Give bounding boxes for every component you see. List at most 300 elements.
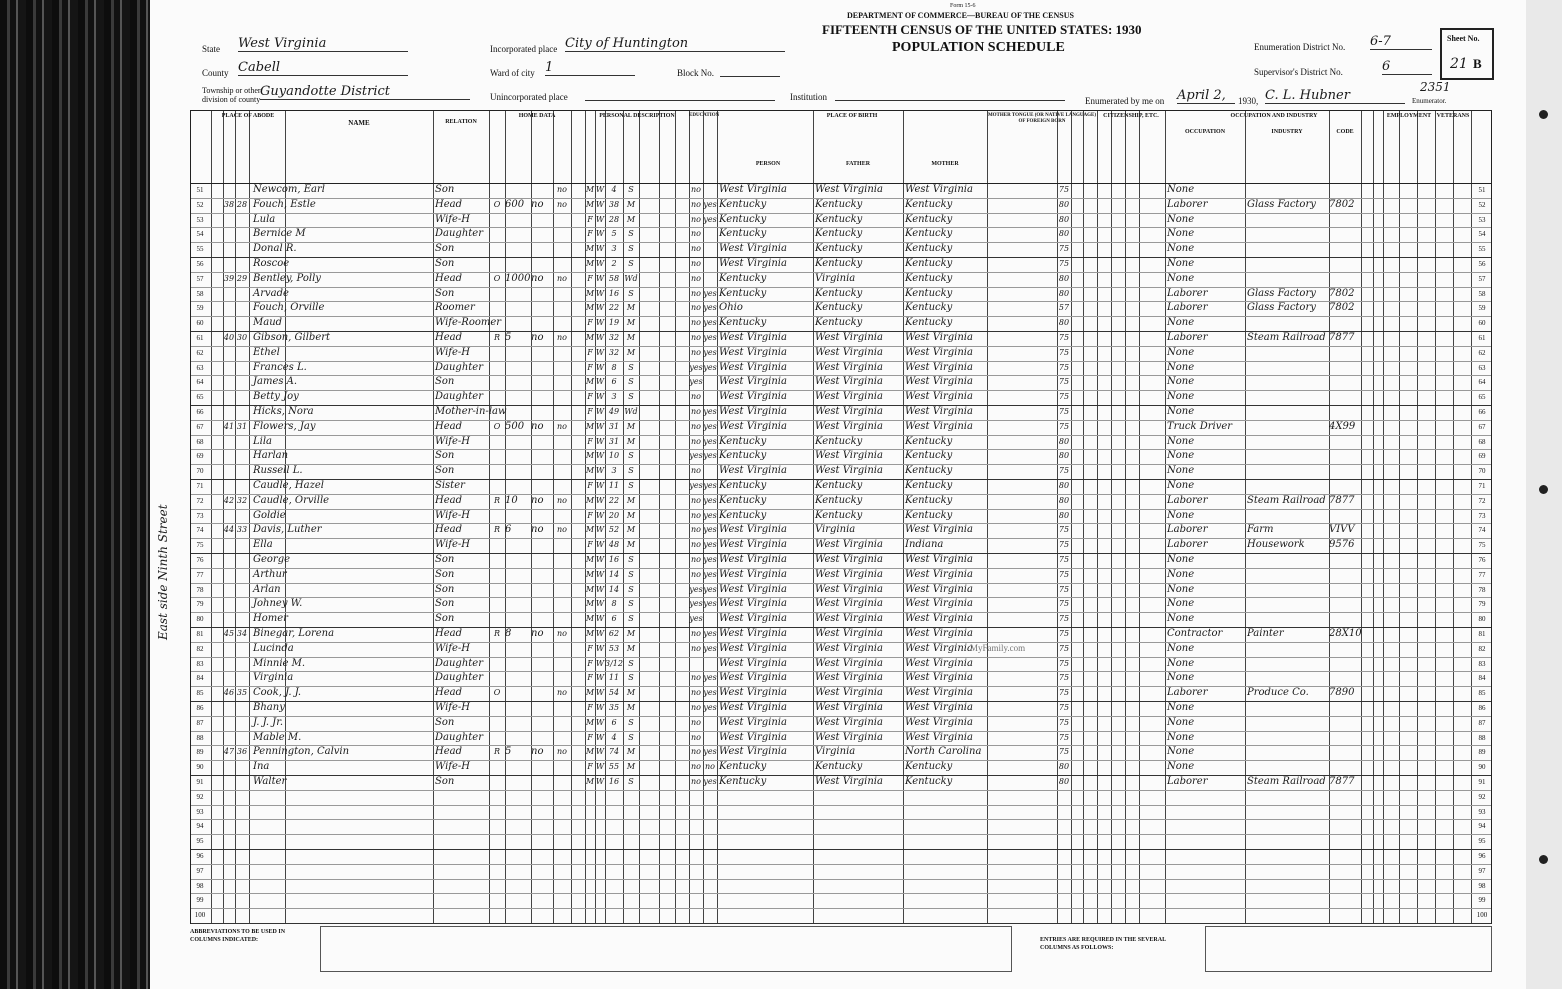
cell-rel: Son — [435, 554, 455, 565]
cell-occ: None — [1167, 243, 1195, 255]
line-number: 82 — [1478, 644, 1486, 653]
line-number: 54 — [1478, 230, 1486, 239]
cell-sch: no — [691, 259, 701, 268]
cell-sex: F — [587, 540, 593, 550]
cell-name: Arvade — [253, 287, 289, 299]
supervisor-label: Supervisor's District No. — [1254, 67, 1343, 77]
column-divider — [675, 111, 676, 923]
cell-ind: Painter — [1247, 628, 1284, 639]
cell-fam: 33 — [236, 525, 248, 535]
line-number: 97 — [1478, 866, 1486, 875]
cell-read: yes — [703, 510, 717, 520]
cell-fam: 29 — [236, 273, 248, 283]
cell-fbirth: West Virginia — [815, 642, 883, 654]
line-number: 79 — [196, 600, 204, 609]
line-number: 52 — [196, 200, 204, 209]
cell-code: 75 — [1058, 407, 1070, 416]
cell-code: 80 — [1058, 229, 1070, 239]
cell-sex: F — [587, 732, 593, 742]
cell-birth: West Virginia — [719, 642, 787, 654]
cell-age: 8 — [611, 599, 617, 609]
cell-sex: M — [585, 288, 595, 298]
line-number: 81 — [1478, 630, 1486, 638]
cell-name: Donal R. — [253, 243, 297, 255]
line-number: 77 — [196, 570, 204, 579]
line-number: 88 — [196, 733, 204, 742]
cell-code: 80 — [1058, 273, 1070, 283]
cell-fam: 31 — [236, 421, 248, 431]
cell-occ: None — [1167, 376, 1195, 388]
cell-rel: Daughter — [435, 672, 483, 684]
cell-mbirth: Kentucky — [905, 317, 953, 329]
cell-occ: Contractor — [1167, 628, 1223, 639]
cell-age: 16 — [608, 288, 620, 298]
cell-mar: M — [626, 199, 636, 209]
cell-age: 48 — [608, 540, 620, 550]
cell-mar: M — [626, 629, 636, 638]
cell-occ: None — [1167, 258, 1195, 269]
cell-sex: M — [585, 747, 595, 757]
cell-birth: Kentucky — [719, 776, 767, 787]
line-number: 73 — [1478, 511, 1486, 520]
institution-field — [835, 90, 1065, 101]
cell-name: Minnie M. — [253, 657, 306, 669]
township-label: Township or other division of county — [202, 86, 261, 104]
line-number: 98 — [1478, 881, 1486, 890]
cell-name: Fouch, Estle — [253, 198, 316, 210]
cell-fbirth: West Virginia — [815, 554, 883, 565]
cell-farm: no — [557, 747, 567, 757]
group-employment: EMPLOYMENT — [1386, 113, 1432, 119]
cell-read: yes — [703, 629, 717, 638]
line-number: 56 — [1478, 260, 1486, 268]
cell-race: W — [595, 214, 605, 224]
cell-name: Davis, Luther — [253, 524, 322, 536]
subhead-mother: MOTHER — [931, 161, 959, 167]
line-number: 82 — [196, 644, 204, 653]
cell-age: 32 — [608, 347, 620, 357]
line-number: 58 — [196, 289, 204, 298]
cell-occ: None — [1167, 746, 1195, 758]
cell-read: yes — [703, 673, 717, 683]
cell-sex: M — [585, 185, 595, 194]
column-divider — [1471, 111, 1472, 923]
cell-mar: S — [628, 362, 634, 372]
enumerated-date: April 2, — [1177, 88, 1235, 104]
cell-mbirth: West Virginia — [905, 391, 973, 403]
cell-fbirth: West Virginia — [815, 539, 883, 551]
cell-value: 5 — [505, 332, 512, 343]
cell-occ: Laborer — [1167, 687, 1208, 699]
cell-fbirth: Kentucky — [815, 480, 863, 491]
cell-fbirth: West Virginia — [815, 346, 883, 358]
cell-sex: M — [585, 244, 595, 254]
cell-mbirth: West Virginia — [905, 554, 973, 565]
cell-rel: Head — [435, 687, 463, 699]
cell-fbirth: Kentucky — [815, 258, 863, 269]
subhead-father: FATHER — [845, 161, 871, 167]
cell-age: 11 — [608, 481, 620, 490]
cell-birth: West Virginia — [719, 406, 787, 417]
cell-icode: 7890 — [1329, 687, 1355, 699]
cell-age: 8 — [611, 362, 617, 372]
cell-sch: no — [691, 229, 701, 239]
cell-icode: 7877 — [1329, 494, 1355, 506]
cell-race: W — [595, 717, 605, 727]
cell-code: 80 — [1058, 436, 1070, 446]
binder-hole — [1539, 855, 1548, 864]
sheet-label: Sheet No. — [1447, 34, 1480, 43]
line-number: 70 — [1478, 467, 1486, 476]
cell-code: 75 — [1058, 333, 1070, 342]
margin-note: East side Ninth Street — [156, 504, 170, 640]
cell-fbirth: West Virginia — [815, 376, 883, 388]
cell-fam: 28 — [236, 199, 248, 209]
cell-sch: no — [691, 273, 701, 283]
cell-mbirth: West Virginia — [905, 657, 973, 669]
group-place-of-abode: PLACE OF ABODE — [221, 113, 275, 119]
cell-code: 75 — [1058, 244, 1070, 254]
cell-age: 19 — [608, 318, 620, 328]
cell-mbirth: West Virginia — [905, 184, 973, 195]
cell-age: 22 — [608, 495, 620, 505]
department: DEPARTMENT OF COMMERCE—BUREAU OF THE CENSUS — [847, 11, 1074, 20]
cell-sex: M — [585, 525, 595, 535]
binder-edge — [1525, 0, 1562, 989]
cell-code: 80 — [1058, 777, 1070, 786]
line-number: 95 — [196, 837, 204, 846]
cell-sex: M — [585, 777, 595, 786]
cell-sch: no — [691, 347, 701, 357]
line-number: 80 — [1478, 615, 1486, 624]
cell-birth: West Virginia — [719, 539, 787, 551]
cell-birth: West Virginia — [719, 243, 787, 255]
cell-fbirth: Kentucky — [815, 761, 863, 773]
cell-dw: 41 — [223, 421, 235, 431]
cell-birth: West Virginia — [719, 554, 787, 565]
line-number: 66 — [1478, 408, 1486, 416]
cell-dw: 46 — [223, 688, 235, 698]
group-citizenship: CITIZENSHIP, ETC. — [1103, 113, 1159, 119]
cell-fbirth: Kentucky — [815, 317, 863, 329]
cell-mar: S — [628, 288, 634, 298]
cell-icode: VIVV — [1329, 524, 1355, 536]
cell-farm: no — [557, 495, 567, 505]
cell-birth: Kentucky — [719, 450, 767, 462]
cell-mar: M — [626, 525, 636, 535]
cell-rel: Wife-H — [435, 761, 471, 773]
cell-rel: Son — [435, 376, 455, 388]
cell-ind: Glass Factory — [1247, 198, 1316, 210]
cell-fbirth: West Virginia — [815, 184, 883, 195]
cell-sex: M — [585, 259, 595, 268]
cell-fam: 30 — [236, 333, 248, 342]
cell-code: 80 — [1058, 318, 1070, 328]
group-personal: PERSONAL DESCRIPTION — [599, 113, 675, 119]
line-number: 79 — [1478, 600, 1486, 609]
cell-mbirth: Kentucky — [905, 509, 953, 521]
cell-mar: M — [626, 436, 636, 446]
cell-icode: 7877 — [1329, 332, 1355, 343]
cell-mar: S — [628, 185, 634, 194]
cell-birth: Kentucky — [719, 509, 767, 521]
cell-read: yes — [703, 481, 717, 490]
cell-occ: None — [1167, 184, 1195, 195]
cell-read: yes — [703, 569, 717, 579]
cell-rel: Wife-H — [435, 346, 471, 358]
footer-abbreviations: ABBREVIATIONS TO BE USED IN COLUMNS INDICATED: — [190, 929, 286, 943]
cell-age: 6 — [611, 377, 617, 387]
cell-occ: None — [1167, 761, 1195, 773]
cell-sex: M — [585, 629, 595, 638]
cell-rel: Daughter — [435, 228, 483, 240]
line-number: 68 — [196, 437, 204, 446]
cell-read: yes — [703, 333, 717, 342]
cell-name: Frances L. — [253, 361, 307, 373]
cell-birth: West Virginia — [719, 628, 787, 639]
cell-rel: Roomer — [435, 302, 475, 314]
line-number: 57 — [1478, 274, 1486, 283]
cell-mbirth: Kentucky — [905, 258, 953, 269]
cell-code: 75 — [1058, 377, 1070, 387]
cell-read: yes — [703, 214, 717, 224]
cell-occ: Truck Driver — [1167, 420, 1233, 432]
line-number: 78 — [196, 585, 204, 594]
cell-occ: None — [1167, 391, 1195, 403]
cell-name: Fouch, Orville — [253, 302, 325, 314]
cell-mbirth: West Virginia — [905, 346, 973, 358]
cell-sex: F — [587, 658, 593, 668]
binder-hole — [1539, 485, 1548, 494]
line-number: 62 — [1478, 348, 1486, 357]
cell-code: 57 — [1058, 303, 1070, 313]
column-divider — [1097, 111, 1098, 923]
cell-mar: S — [628, 377, 634, 387]
line-number: 94 — [196, 822, 204, 831]
cell-sex: F — [587, 214, 593, 224]
line-number: 90 — [196, 763, 204, 772]
cell-mbirth: Kentucky — [905, 494, 953, 506]
cell-sch: yes — [689, 481, 703, 490]
cell-age: 32 — [608, 333, 620, 342]
cell-mar: M — [626, 495, 636, 505]
cell-occ: Laborer — [1167, 539, 1208, 551]
cell-birth: Ohio — [719, 302, 743, 314]
cell-sex: M — [585, 303, 595, 313]
cell-sch: no — [691, 510, 701, 520]
cell-birth: Kentucky — [719, 198, 767, 210]
cell-icode: 4X99 — [1329, 420, 1356, 432]
line-number: 89 — [1478, 748, 1486, 757]
cell-birth: West Virginia — [719, 716, 787, 728]
cell-mar: M — [626, 762, 636, 772]
cell-occ: Laborer — [1167, 494, 1208, 506]
cell-age: 58 — [608, 273, 620, 283]
cell-rel: Son — [435, 613, 455, 625]
cell-code: 75 — [1058, 703, 1070, 712]
cell-name: Arlan — [253, 583, 281, 595]
line-number: 69 — [1478, 452, 1486, 461]
cell-rel: Son — [435, 583, 455, 595]
row-divider — [191, 790, 1491, 791]
cell-race: W — [595, 495, 605, 505]
cell-sch: no — [691, 333, 701, 342]
cell-tenure: O — [493, 421, 501, 431]
row-divider — [191, 849, 1491, 850]
cell-age: 2 — [611, 259, 617, 268]
cell-sex: M — [585, 584, 595, 594]
cell-rel: Son — [435, 450, 455, 462]
cell-mar: M — [626, 214, 636, 224]
cell-sex: F — [587, 318, 593, 328]
cell-mbirth: Kentucky — [905, 213, 953, 225]
cell-name: Virginia — [253, 672, 294, 684]
line-number: 99 — [196, 896, 204, 905]
cell-birth: West Virginia — [719, 391, 787, 403]
cell-age: 22 — [608, 303, 620, 313]
line-number: 61 — [196, 334, 204, 342]
column-divider — [1071, 111, 1072, 923]
line-number: 86 — [196, 704, 204, 712]
cell-age: 11 — [608, 673, 620, 683]
cell-fbirth: Virginia — [815, 272, 856, 284]
cell-occ: None — [1167, 657, 1195, 669]
cell-mbirth: Kentucky — [905, 435, 953, 447]
cell-name: Johney W. — [253, 598, 303, 610]
cell-occ: None — [1167, 642, 1195, 654]
cell-race: W — [595, 762, 605, 772]
cell-sex: F — [587, 407, 593, 416]
township-value: Guyandotte District — [260, 84, 470, 100]
cell-value: 5 — [505, 746, 512, 758]
column-divider — [1399, 111, 1400, 923]
cell-value: 1000 — [505, 272, 531, 284]
line-number: 66 — [196, 408, 204, 416]
cell-mar: M — [626, 643, 636, 653]
cell-read: yes — [703, 688, 717, 698]
row-divider — [191, 834, 1491, 835]
cell-occ: None — [1167, 554, 1195, 565]
cell-sex: M — [585, 555, 595, 564]
cell-occ: None — [1167, 272, 1195, 284]
cell-birth: West Virginia — [719, 524, 787, 536]
unincorporated-label: Unincorporated place — [490, 92, 568, 102]
cell-name: Russell L. — [253, 465, 303, 477]
cell-tenure: O — [493, 199, 501, 209]
cell-fbirth: West Virginia — [815, 687, 883, 699]
row-divider — [191, 879, 1491, 880]
cell-icode: 7802 — [1329, 287, 1355, 299]
cell-sex: F — [587, 510, 593, 520]
cell-race: W — [595, 273, 605, 283]
cell-rel: Son — [435, 716, 455, 728]
cell-sex: F — [587, 481, 593, 490]
cell-read: yes — [703, 421, 717, 431]
cell-sch: yes — [689, 599, 703, 609]
cell-rel: Son — [435, 287, 455, 299]
cell-sex: F — [587, 436, 593, 446]
cell-age: 54 — [608, 688, 620, 698]
abbreviation-key — [320, 926, 1012, 972]
cell-radio: no — [531, 524, 544, 536]
cell-mbirth: Kentucky — [905, 761, 953, 773]
cell-sch: yes — [689, 377, 703, 387]
cell-rel: Head — [435, 332, 463, 343]
cell-dw: 47 — [223, 747, 235, 757]
cell-code: 75 — [1058, 362, 1070, 372]
cell-occ: None — [1167, 598, 1195, 610]
cell-code: 75 — [1058, 629, 1070, 638]
cell-mar: Wd — [624, 407, 638, 416]
cell-birth: West Virginia — [719, 258, 787, 269]
column-divider — [571, 111, 572, 923]
cell-name: George — [253, 554, 291, 565]
cell-age: 14 — [608, 584, 620, 594]
cell-code: 75 — [1058, 569, 1070, 579]
line-number: 75 — [1478, 541, 1486, 550]
line-number: 57 — [196, 274, 204, 283]
schedule-title: POPULATION SCHEDULE — [892, 40, 1065, 55]
cell-value: 600 — [505, 198, 525, 210]
cell-sex: M — [585, 451, 595, 461]
line-number: 86 — [1478, 704, 1486, 712]
line-number: 77 — [1478, 570, 1486, 579]
cell-race: W — [595, 777, 605, 786]
cell-mbirth: West Virginia — [905, 598, 973, 610]
cell-race: W — [595, 244, 605, 254]
cell-birth: West Virginia — [719, 568, 787, 580]
cell-race: W — [595, 555, 605, 564]
cell-fbirth: Kentucky — [815, 302, 863, 314]
cell-farm: no — [557, 185, 567, 194]
column-divider — [223, 111, 224, 923]
line-number: 74 — [1478, 526, 1486, 535]
cell-sch: no — [691, 185, 701, 194]
cell-fbirth: West Virginia — [815, 628, 883, 639]
cell-fbirth: West Virginia — [815, 420, 883, 432]
cell-mar: S — [628, 732, 634, 742]
column-divider — [1383, 111, 1384, 923]
cell-birth: West Virginia — [719, 598, 787, 610]
cell-radio: no — [531, 420, 544, 432]
cell-mar: S — [628, 717, 634, 727]
cell-race: W — [595, 318, 605, 328]
cell-read: yes — [703, 643, 717, 653]
line-number: 62 — [196, 348, 204, 357]
cell-fbirth: West Virginia — [815, 716, 883, 728]
cell-icode: 7802 — [1329, 198, 1355, 210]
cell-fbirth: West Virginia — [815, 406, 883, 417]
cell-read: yes — [703, 599, 717, 609]
cell-birth: West Virginia — [719, 184, 787, 195]
cell-sex: M — [585, 717, 595, 727]
cell-read: yes — [703, 555, 717, 564]
cell-mbirth: Indiana — [905, 539, 944, 551]
cell-birth: West Virginia — [719, 346, 787, 358]
cell-rel: Head — [435, 628, 463, 639]
cell-rel: Son — [435, 598, 455, 610]
cell-mbirth: West Virginia — [905, 332, 973, 343]
cell-age: 3 — [611, 392, 617, 402]
line-number: 74 — [196, 526, 204, 535]
cell-fbirth: Kentucky — [815, 213, 863, 225]
cell-mar: M — [626, 688, 636, 698]
cell-name: Ina — [253, 761, 270, 773]
cell-read: yes — [703, 703, 717, 712]
cell-occ: None — [1167, 361, 1195, 373]
cell-mbirth: West Virginia — [905, 583, 973, 595]
line-number: 96 — [1478, 852, 1486, 860]
